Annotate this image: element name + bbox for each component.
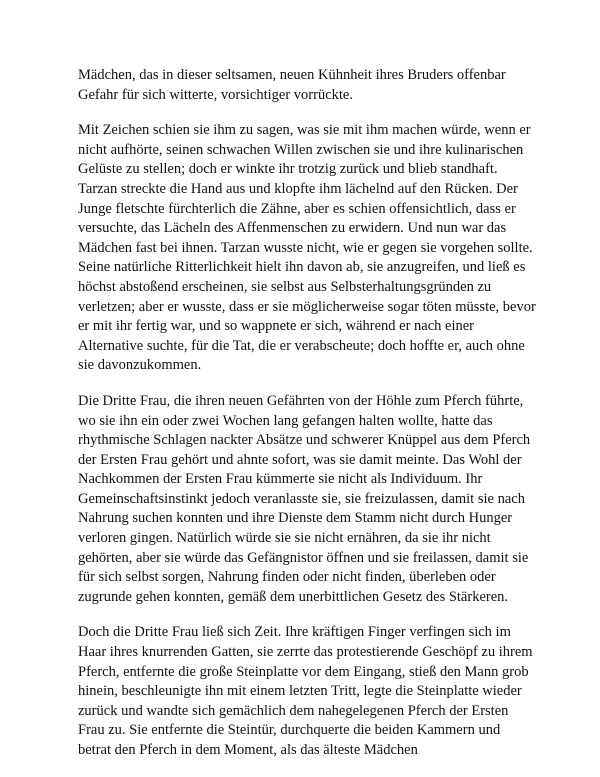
paragraph-4: Doch die Dritte Frau ließ sich Zeit. Ihre kräftigen Finger verfingen sich im Haar ihres knurrenden Gatten, sie zerrte das protestierende Geschöpf zu ihrem Pferch, entfernte die große Steinplatte vor dem Eingang, stieß den Mann grob hinein, beschleunigte ihn mit einem letzten Tritt, legte die Steinplatte wieder zurück und wandte sich gemächlich dem nahegelegenen Pferch der Ersten Frau zu. Sie entfernte die Steintür, durchquerte die beiden Kammern und betrat den Pferch in dem Moment, als das älteste Mädchen bbox=[78, 624, 533, 758]
paragraph-2: Mit Zeichen schien sie ihm zu sagen, was sie mit ihm machen würde, wenn er nicht aufhörte, seinen schwachen Willen zwischen sie und ihre kulinarischen Gelüste zu stellen; doch er winkte ihr trotzig zurück und blieb standhaft. Tarzan streckte die Hand aus und klopfte ihm lächelnd auf den Rücken. Der Junge fletschte fürchterlich die Zähne, aber es schien offensichtlich, dass er versuchte, das Lächeln des Affenmenschen zu erwidern. Und nun war das Mädchen fast bei ihnen. Tarzan wusste nicht, wie er gegen sie vorgehen sollte. Seine natürliche Ritterlichkeit hielt ihn davon ab, sie anzugreifen, und ließ es höchst abstoßend erscheinen, sie selbst aus Selbsterhaltungsgründen zu verletzen; aber er wusste, dass er sie möglicherweise sogar töten müsste, bevor er mit ihr fertig war, und so wappnete er sich, während er nach einer Alternative suchte, für die Tat, die er verabscheute; doch hoffte er, auch ohne sie davonzukommen. bbox=[78, 122, 536, 374]
paragraph-1: Mädchen, das in dieser seltsamen, neuen Kühnheit ihres Bruders offenbar Gefahr für sich witterte, vorsichtiger vorrückte. bbox=[78, 67, 506, 103]
paragraph-3: Die Dritte Frau, die ihren neuen Gefährten von der Höhle zum Pferch führte, wo sie ihn ein oder zwei Wochen lang gefangen halten wollte, hatte das rhythmische Schlagen nackter Absätze und schwerer Knüppel aus dem Pferch der Ersten Frau gehört und ahnte sofort, was sie damit meinte. Das Wohl der Nachkommen der Ersten Frau kümmerte sie nicht als Individuum. Ihr Gemeinschaftsinstinkt jedoch veranlasste sie, sie freizulassen, damit sie nach Nahrung suchen konnten und ihre Dienste dem Stamm nicht durch Hunger verloren gingen. Natürlich würde sie sie nicht ernähren, da sie ihr nicht gehörten, aber sie würde das Gefängnistor öffnen und sie freilassen, damit sie für sich selbst sorgen, Nahrung finden oder nicht finden, überleben oder zugrunde gehen konnten, gemäß dem unerbittlichen Gesetz des Stärkeren. bbox=[78, 392, 531, 605]
document-page bbox=[78, 66, 536, 777]
